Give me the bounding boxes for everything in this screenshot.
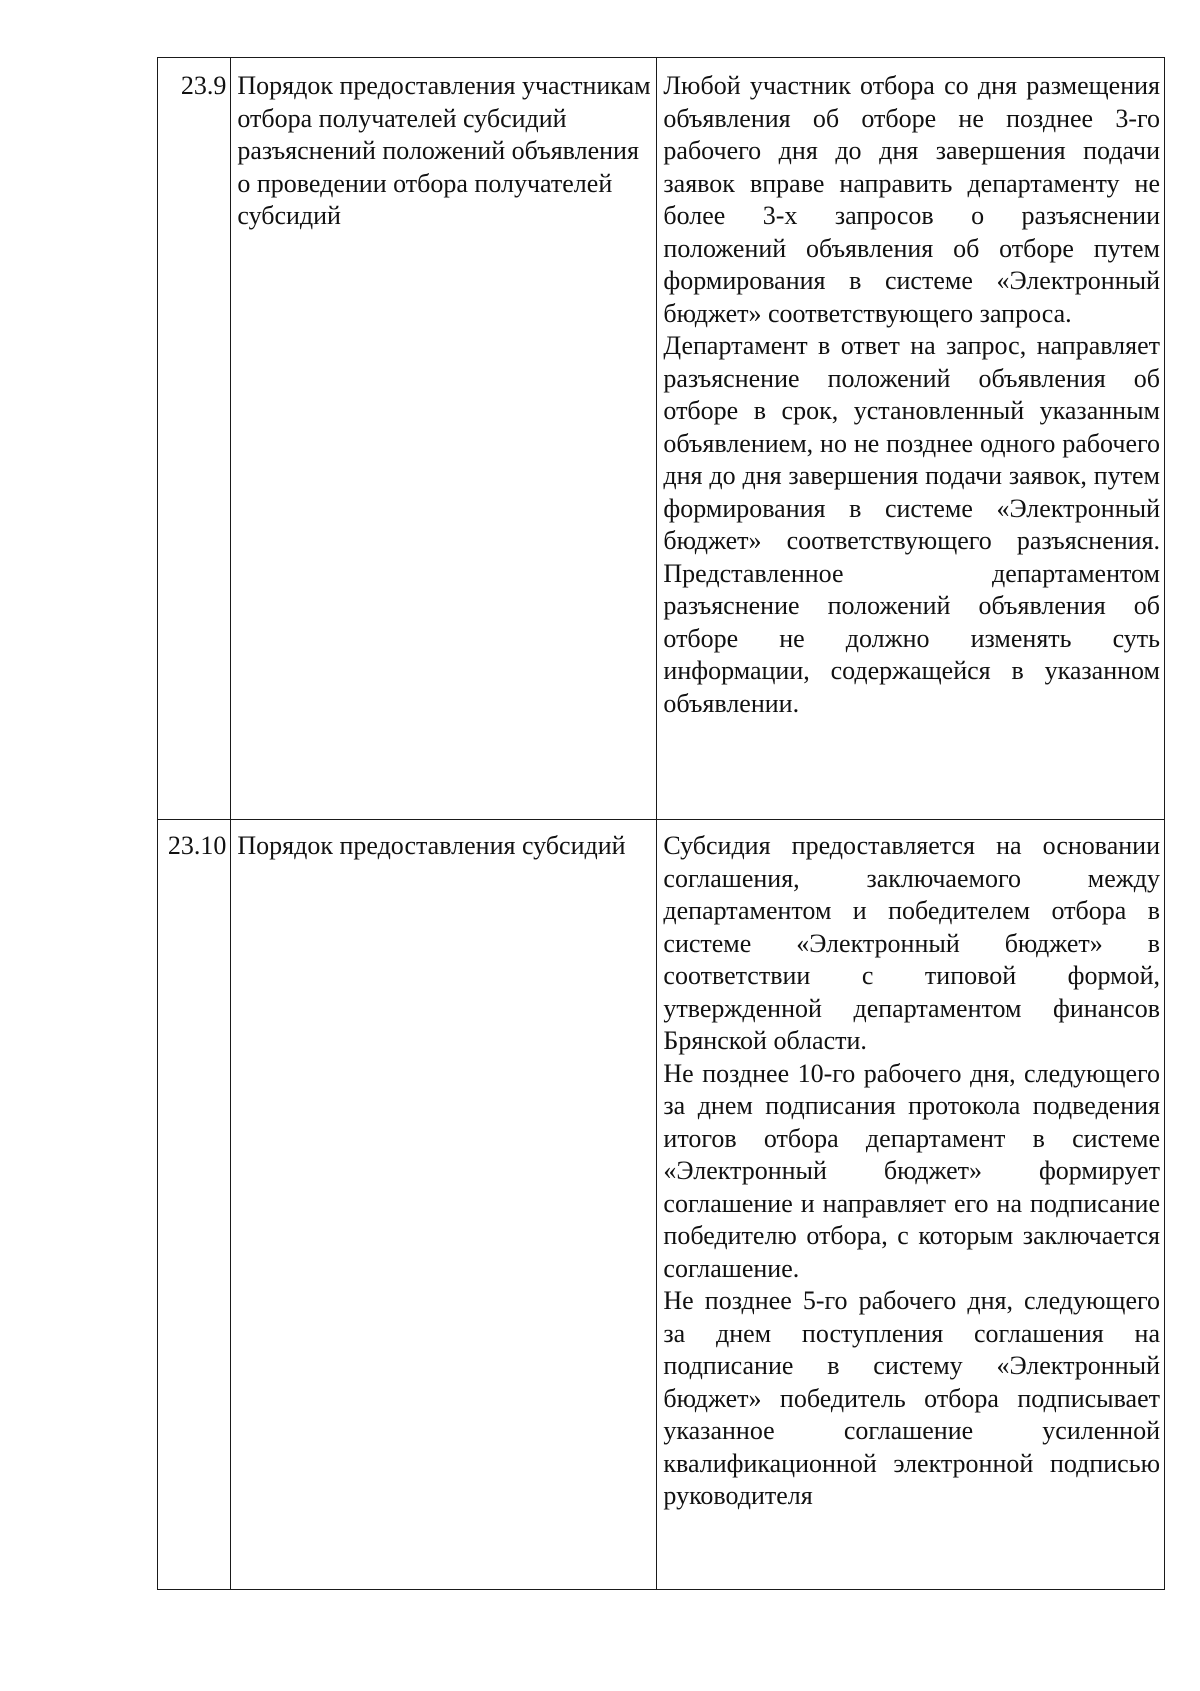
description-paragraph: Любой участник отбора со дня размещения объявления об отборе не позднее 3-го рабочего дня до дня завершения подачи заявок вправе направить департаменту не более 3-х запросов о разъяснении положений объявления об отборе путем формирования в системе «Электронный бюджет» соответствующего запроса.	[663, 71, 1160, 328]
row-description	[657, 820, 1165, 1590]
description-paragraph: Департамент в ответ на запрос, направляет разъяснение положений объявления об отборе в срок, установленный указанным объявлением, но не позднее одного рабочего дня до дня завершения подачи заявок, путем формирования в системе «Электронный бюджет» соответствующего разъяснения. Представленное департаментом разъяснение положений объявления об отборе не должно изменять суть информации, содержащейся в указанном объявлении.	[663, 331, 1160, 718]
table-row	[158, 820, 1165, 1590]
row-title: Порядок предоставления участникам отбора получателей субсидий разъяснений положений объявления о проведении отбора получателей субсидий	[231, 58, 657, 820]
description-paragraph: Не позднее 10-го рабочего дня, следующего за днем подписания протокола подведения итогов отбора департамент в системе «Электронный бюджет» формирует соглашение и направляет его на подписание победителю отбора, с которым заключается соглашение.	[663, 1058, 1160, 1283]
table-row	[158, 58, 1165, 820]
row-description	[657, 58, 1165, 820]
description-paragraph: Субсидия предоставляется на основании соглашения, заключаемого между департаментом и победителем отбора в системе «Электронный бюджет» в соответствии с типовой формой, утвержденной департаментом финансов Брянской области.	[663, 831, 1160, 1055]
row-title: Порядок предоставления субсидий	[231, 820, 657, 1590]
regulation-table	[157, 57, 1165, 1590]
description-paragraph: Не позднее 5-го рабочего дня, следующего за днем поступления соглашения на подписание в систему «Электронный бюджет» победитель отбора подписывает указанное соглашение усиленной квалификационной электронной подписью руководителя	[663, 1286, 1160, 1510]
row-number: 23.10	[158, 820, 231, 1590]
row-number: 23.9	[158, 58, 231, 820]
